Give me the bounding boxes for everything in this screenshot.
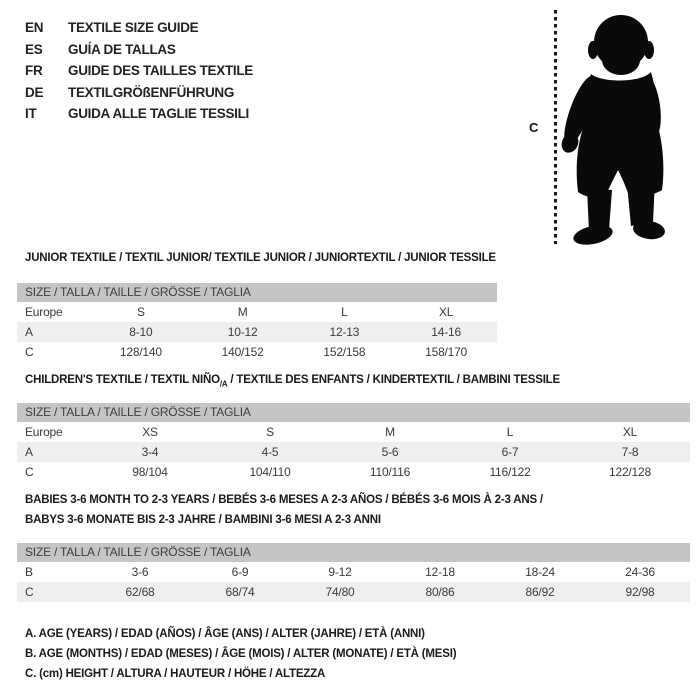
row-label: C: [25, 585, 34, 599]
children-size-table: [17, 403, 690, 482]
table-row-height: [17, 342, 497, 362]
table-cell: 24-36: [625, 565, 655, 579]
language-title: TEXTILGRÖßENFÜHRUNG: [68, 84, 235, 100]
table-cell: 98/104: [132, 465, 168, 479]
row-label: Europe: [25, 425, 63, 439]
table-cell: XL: [622, 425, 638, 439]
table-cell: 68/74: [225, 585, 255, 599]
table-row-age-years: [17, 442, 690, 462]
row-label: C: [25, 345, 34, 359]
table-cell: 128/140: [119, 345, 162, 359]
junior-size-table: [17, 283, 497, 362]
row-label: C: [25, 465, 34, 479]
table-cell: 80/86: [425, 585, 455, 599]
language-row-fr: [25, 60, 253, 82]
table-cell: XS: [142, 425, 158, 439]
table-cell: 18-24: [525, 565, 555, 579]
table-row-europe: [17, 422, 690, 442]
table-row-age-years: [17, 322, 497, 342]
table-cell: L: [341, 305, 348, 319]
footnotes: [25, 624, 456, 684]
language-title: GUIDE DES TAILLES TEXTILE: [68, 63, 254, 79]
table-cell: 86/92: [525, 585, 555, 599]
row-label: A: [25, 445, 33, 459]
table-cell: 158/170: [425, 345, 468, 359]
size-header-row: SIZE / TALLA / TAILLE / GRÖSSE / TAGLIA: [17, 403, 690, 422]
language-code: FR: [25, 63, 43, 79]
language-title: TEXTILE SIZE GUIDE: [68, 20, 199, 36]
language-code: EN: [25, 20, 44, 36]
footnote-c: C. (cm) HEIGHT / ALTURA / HAUTEUR / HÖHE / ALTEZZA: [25, 668, 326, 680]
junior-section-title: JUNIOR TEXTILE / TEXTIL JUNIOR/ TEXTILE JUNIOR / JUNIORTEXTIL / JUNIOR TESSILE: [25, 252, 496, 264]
table-cell: 92/98: [625, 585, 655, 599]
language-code: DE: [25, 84, 44, 100]
table-cell: 104/110: [249, 465, 291, 479]
babies-section-title: [25, 490, 543, 530]
language-code: ES: [25, 41, 43, 57]
table-cell: S: [136, 305, 145, 319]
table-row-age-months: [17, 562, 690, 582]
table-cell: S: [266, 425, 274, 439]
language-row-es: [25, 39, 253, 61]
children-section-title: [25, 374, 560, 388]
table-cell: 3-6: [131, 565, 149, 579]
size-header-row: SIZE / TALLA / TAILLE / GRÖSSE / TAGLIA: [17, 543, 690, 562]
table-cell: 74/80: [325, 585, 355, 599]
table-cell: 62/68: [125, 585, 155, 599]
row-label: A: [25, 325, 33, 339]
language-row-it: [25, 103, 253, 125]
footnote-b: B. AGE (MONTHS) / EDAD (MESES) / ÂGE (MOIS) / ALTER (MONATE) / ETÀ (MESI): [25, 648, 457, 660]
language-row-de: [25, 82, 253, 104]
table-cell: 9-12: [328, 565, 352, 579]
table-cell: 122/128: [609, 465, 651, 479]
table-row-height: [17, 462, 690, 482]
table-row-height: [17, 582, 690, 602]
table-cell: 3-4: [141, 445, 159, 459]
table-cell: 10-12: [227, 325, 258, 339]
babies-size-table: [17, 543, 690, 602]
children-title-pre: CHILDREN'S TEXTILE / TEXTIL NIÑO: [25, 374, 220, 386]
table-cell: L: [506, 425, 514, 439]
table-cell: 140/152: [221, 345, 264, 359]
language-title: GUÍA DE TALLAS: [68, 41, 176, 57]
toddler-silhouette-icon: [557, 8, 677, 248]
table-cell: 14-16: [431, 325, 461, 339]
language-code: IT: [25, 106, 37, 122]
height-measure-figure: [520, 0, 700, 250]
table-cell: 12-13: [329, 325, 360, 339]
table-cell: M: [385, 425, 395, 439]
table-cell: 116/122: [489, 465, 531, 479]
children-title-sub: /A: [219, 379, 228, 389]
table-cell: 12-18: [425, 565, 455, 579]
table-cell: 8-10: [129, 325, 153, 339]
height-measure-label: C: [529, 120, 539, 135]
size-header-row: SIZE / TALLA / TAILLE / GRÖSSE / TAGLIA: [17, 283, 497, 302]
language-row-en: [25, 17, 253, 39]
language-title-list: [25, 17, 253, 125]
babies-title-line2: BABYS 3-6 MONATE BIS 2-3 JAHRE / BAMBINI 3-6 MESI A 2-3 ANNI: [25, 514, 381, 526]
row-label: B: [25, 565, 33, 579]
table-cell: XL: [438, 305, 454, 319]
table-cell: 5-6: [381, 445, 399, 459]
table-row-europe: [17, 302, 497, 322]
table-cell: 4-5: [261, 445, 279, 459]
table-cell: 6-7: [501, 445, 519, 459]
footnote-a: A. AGE (YEARS) / EDAD (AÑOS) / ÂGE (ANS) / ALTER (JAHRE) / ETÀ (ANNI): [25, 628, 425, 640]
children-title-post: / TEXTILE DES ENFANTS / KINDERTEXTIL / BAMBINI TESSILE: [227, 374, 560, 386]
table-cell: M: [237, 305, 248, 319]
table-cell: 152/158: [323, 345, 366, 359]
table-cell: 6-9: [231, 565, 249, 579]
table-cell: 110/116: [369, 465, 411, 479]
language-title: GUIDA ALLE TAGLIE TESSILI: [68, 106, 249, 122]
table-cell: 7-8: [621, 445, 639, 459]
row-label: Europe: [25, 305, 63, 319]
babies-title-line1: BABIES 3-6 MONTH TO 2-3 YEARS / BEBÉS 3-6 MESES A 2-3 AÑOS / BÉBÉS 3-6 MOIS À 2-3 ANS /: [25, 494, 543, 506]
